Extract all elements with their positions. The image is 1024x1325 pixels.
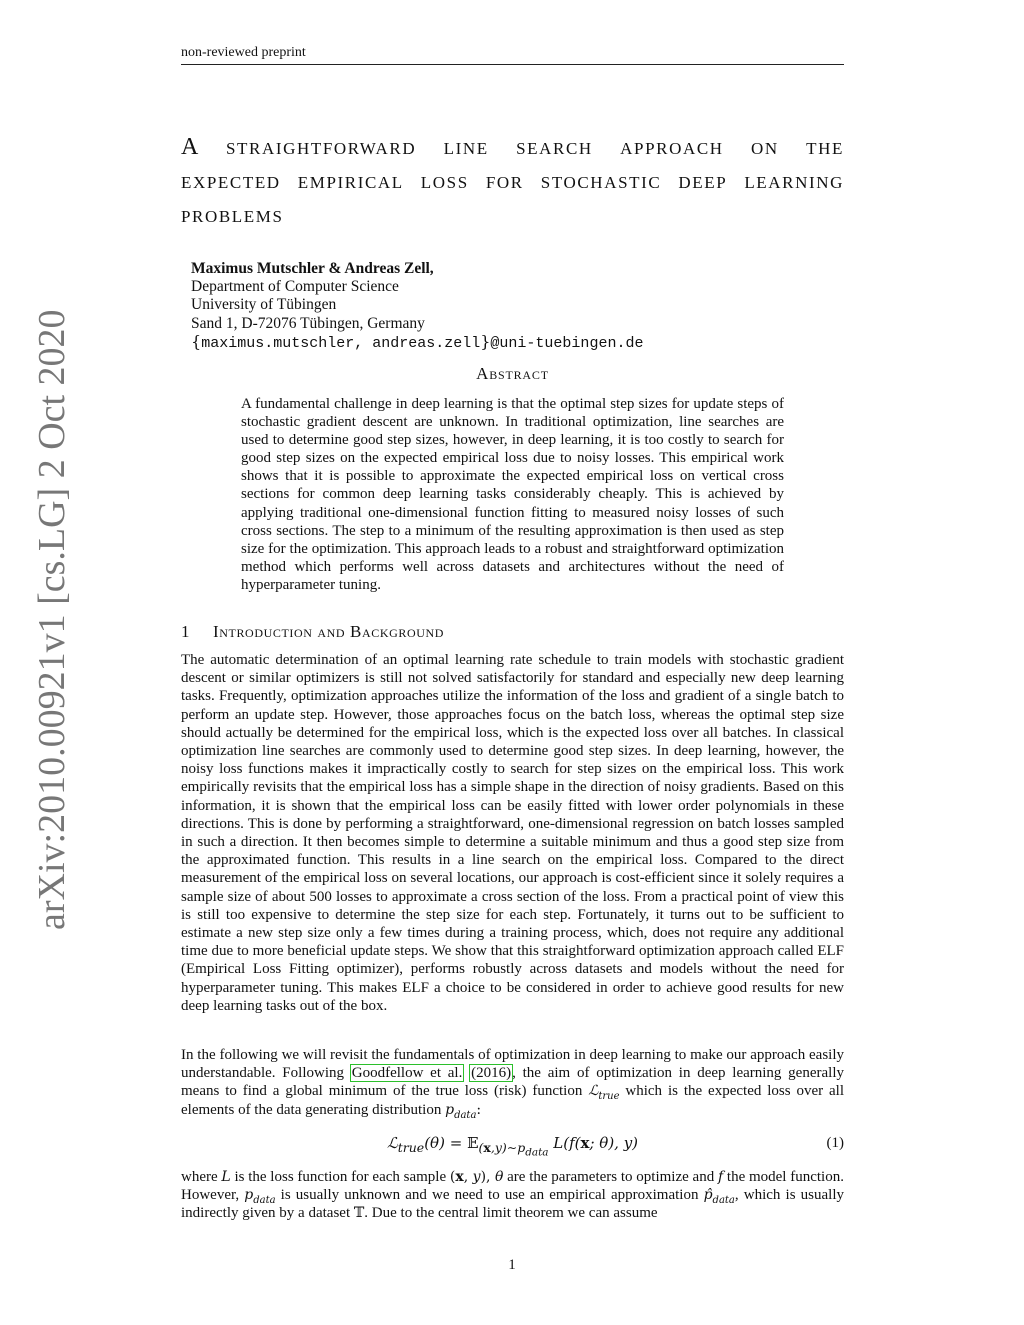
para3-text-b: is the loss function for each sample <box>230 1169 450 1185</box>
para3-text-a: where <box>181 1169 222 1185</box>
equation-number: (1) <box>826 1135 844 1151</box>
para2-text-a: In the following we will revisit the fundamentals of optimization in deep learning to make our approach easily understandable. Following <box>181 1047 844 1082</box>
section-title: Introduction and Background <box>213 622 445 641</box>
para3-text-f: , which is usually indirectly given by a dataset <box>181 1187 844 1222</box>
paper-title: A straightforward line search approach on the expected empirical loss for stochastic deep learning problems <box>181 134 844 228</box>
intro-paragraph-1: The automatic determination of an optimal learning rate schedule to train models with stochastic gradient descent or similar optimizers is still not solved satisfactorily for standard and especially new deep learning tasks. Frequently, optimization approaches utilize the information of the loss and gradient of a single batch to perform an update step. However, those approaches focus on the batch loss, whereas the optimal step size should actually be determined for the empirical loss, which is the expected loss over all batches. In classical optimization line searches are commonly used to determine good step sizes. In deep learning, however, the noisy loss functions makes it impractically costly to search for step sizes on the empirical loss. This work empirically revisits that the empirical loss has a simple shape in the direction of noisy gradients. Based on this information, it is shown that the empirical loss can be easily fitted with lower order polynomials in these directions. This is done by performing a straightforward, one-dimensional regression on batch losses sampled in such a direction. It then becomes simple to determine a suitable minimum and thus a good step size from the approximated function. This results in a line search on the empirical loss. Compared to the direct measurement of the empirical loss on several locations, our approach is cost-efficient since it solely requires a sample size of about 500 losses to approximate a cross section of the loss. From a practical point of view this is still too expensive to determine the step size for each step. Fortunately, it turns out to be sufficient to estimate a new step size only a few times during a training process, which, does not require any additional time due to more beneficial update steps. We show that this straightforward optimization approach called ELF (Empirical Loss Fitting optimizer), performs robustly across datasets and models without the need for hyperparameter tuning. This makes ELF a choice to be considered in order to achieve good results for new deep learning tasks out of the box. <box>181 652 844 1014</box>
header-rule <box>181 64 844 65</box>
email-names: maximus.mutschler, andreas.zell <box>201 334 481 352</box>
email-brace-open: { <box>191 331 202 351</box>
author-email[interactable] <box>191 333 791 353</box>
math-colon: : <box>476 1101 482 1118</box>
citation-link-author[interactable]: Goodfellow et al. <box>351 1065 463 1082</box>
para3-text-d: the model function. However, <box>181 1169 844 1204</box>
email-domain: @uni-tuebingen.de <box>490 334 644 352</box>
para3-text-g: . Due to the central limit theorem we can assume <box>364 1205 658 1222</box>
math-sample: (x, y), θ <box>449 1169 504 1185</box>
intro-paragraph-3 <box>181 1168 844 1223</box>
arxiv-identifier-stamp[interactable]: arXiv:2010.00921v1 [cs.LG] 2 Oct 2020 <box>31 309 73 930</box>
author-names: Maximus Mutschler & Andreas Zell, <box>191 260 434 277</box>
section-number: 1 <box>181 622 191 641</box>
math-p-data: $p_{data}$ <box>445 1101 477 1121</box>
abstract-body: A fundamental challenge in deep learning is that the optimal step sizes for update steps of stochastic gradient descent are unknown. In traditional optimization, line searches are used to determine good step sizes, however, in deep learning, it is too costly to search for good step sizes on the expected empirical loss due to noisy losses. This empirical work shows that it is possible to approximate the expected empirical loss on vertical cross sections for common deep learning tasks considerably cheaply. This is achieved by applying traditional one-dimensional function fitting to measured noisy losses of such cross sections. The step to a minimum of the resulting approximation is then used as step size for the optimization. This approach leads to a robust and straightforward optimization method which performs well across datasets and architectures without the need of hyperparameter tuning. <box>241 396 784 593</box>
intro-paragraph-2 <box>181 1046 844 1119</box>
math-l-true: ℒ$_{true}$ <box>588 1083 620 1103</box>
math-dataset-t: 𝕋 <box>353 1205 365 1222</box>
author-department: Department of Computer Science <box>191 278 399 296</box>
section-heading <box>181 622 444 642</box>
author-address: Sand 1, D-72076 Tübingen, Germany <box>191 314 425 332</box>
author-university: University of Tübingen <box>191 296 337 314</box>
para2-text-b: , the aim of optimization in deep learning generally means to find a global minimum of the true loss (risk) function <box>181 1065 844 1100</box>
citation-link-year[interactable]: (2016) <box>471 1065 512 1082</box>
math-l: L <box>221 1169 231 1185</box>
math-f: f <box>717 1169 724 1185</box>
abstract-heading: Abstract <box>476 364 549 383</box>
page-number: 1 <box>508 1257 516 1273</box>
running-header: non-reviewed preprint <box>181 45 306 60</box>
equation-1 <box>181 1133 844 1159</box>
email-brace-close: } <box>480 331 491 351</box>
math-p-hat-data: $p̂_{data}$ <box>703 1187 735 1206</box>
math-p-data-2: $p_{data}$ <box>244 1187 276 1206</box>
para2-text-c: which is the expected loss over all elements of the data generating distribution <box>181 1083 844 1118</box>
equation-body: ℒ$_{true}$(θ) = 𝔼$_{(x,y)\sim p_{data}}$ L(f(x; θ), y) <box>386 1134 639 1159</box>
author-block <box>191 260 791 353</box>
para3-text-c: are the parameters to optimize and <box>503 1169 718 1185</box>
para3-text-e: is usually unknown and we need to use an empirical approximation <box>275 1187 704 1204</box>
